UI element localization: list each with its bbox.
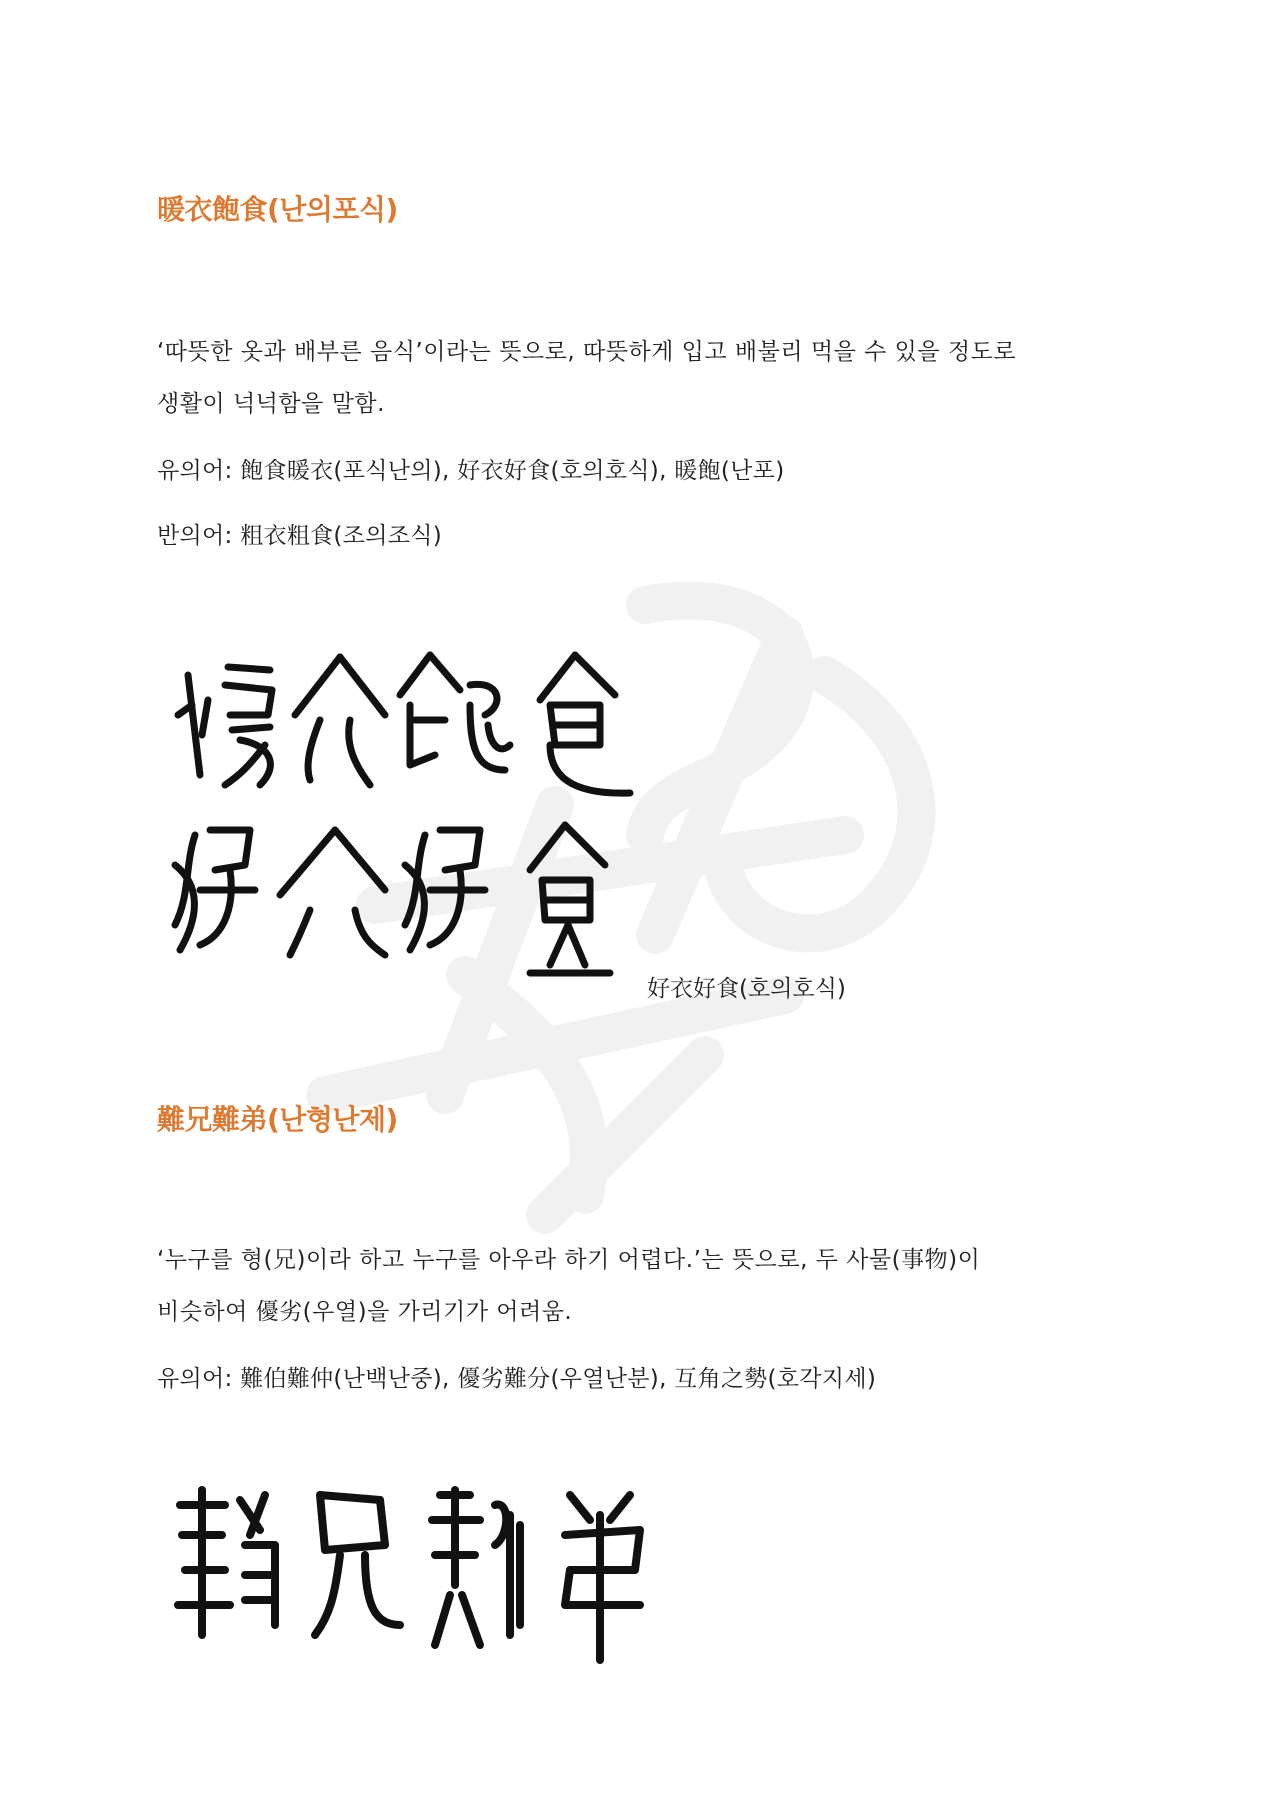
section-title: 難兄難弟(난형난제) — [157, 1103, 398, 1136]
synonyms-line: 유의어: 難伯難仲(난백난중), 優劣難分(우열난분), 互角之勢(호각지세) — [157, 1366, 877, 1392]
description-line: 비슷하여 優劣(우열)을 가리기가 어려움. — [157, 1299, 573, 1325]
section-description — [157, 1234, 1117, 1338]
description-line: 생활이 넉넉함을 말함. — [157, 391, 385, 417]
description-line: ‘누구를 형(兄)이라 하고 누구를 아우라 하기 어렵다.’는 뜻으로, 두 사물(事物)이 — [157, 1247, 981, 1273]
section-title: 暖衣飽食(난의포식) — [157, 193, 398, 226]
section-description — [157, 326, 1117, 430]
image-caption: 好衣好食(호의호식) — [647, 976, 846, 1002]
seal-script-image — [170, 645, 640, 990]
seal-script-calligraphy-image — [170, 1475, 670, 1665]
seal-script-calligraphy-image — [170, 645, 640, 990]
description-line: ‘따뜻한 옷과 배부른 음식’이라는 뜻으로, 따뜻하게 입고 배불리 먹을 수 있을 정도로 — [157, 339, 1017, 365]
seal-script-image — [170, 1475, 670, 1665]
antonyms-line: 반의어: 粗衣粗食(조의조식) — [157, 523, 443, 549]
synonyms-line: 유의어: 飽食暖衣(포식난의), 好衣好食(호의호식), 暖飽(난포) — [157, 458, 785, 484]
